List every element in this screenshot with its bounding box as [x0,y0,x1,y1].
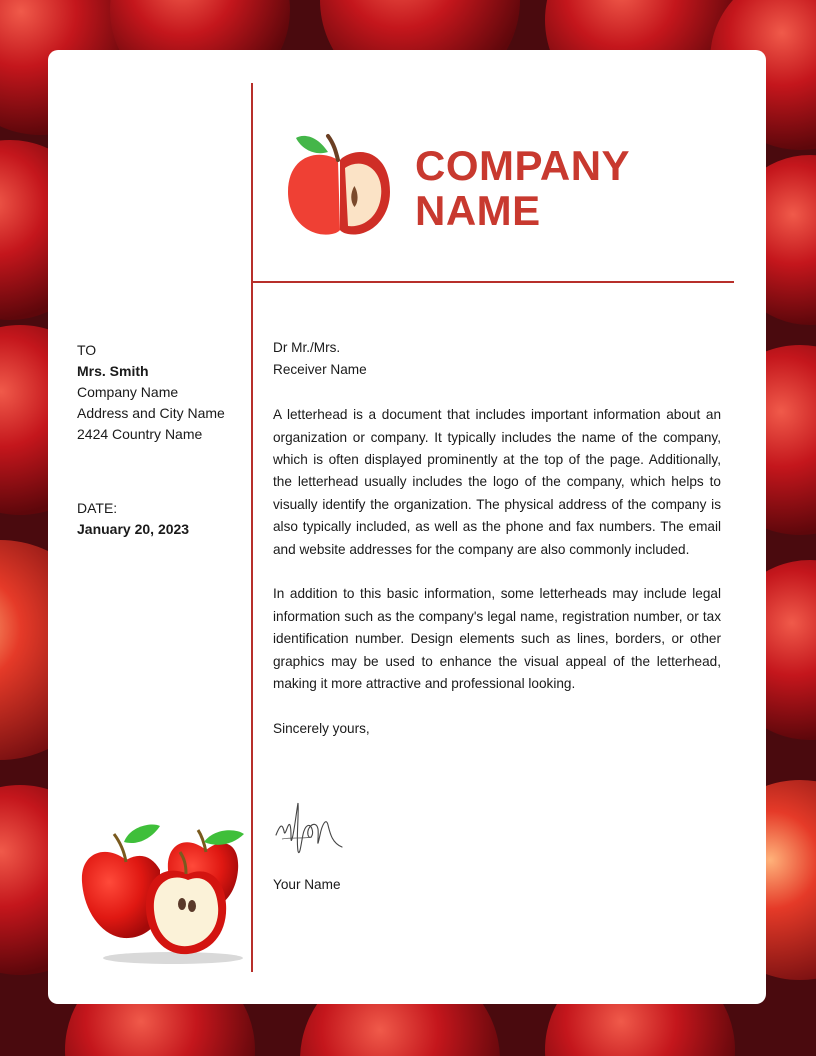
company-name-line1: COMPANY [415,142,631,189]
letterhead-page [48,50,766,1004]
recipient-country: 2424 Country Name [77,426,203,442]
recipient-address: Address and City Name [77,405,225,421]
date-block [77,498,247,540]
signer-name: Your Name [273,877,341,892]
date-label: DATE: [77,500,118,516]
paragraph-1: A letterhead is a document that includes important information about an organization or company. It typically includes the name of the company, which is often displayed prominently at the top of the page. Additionally, the letterhead usually includes the logo of the company, which helps to visually identify the organization. The physical address of the company is also typically included, as well as the phone and fax numbers. The email and website addresses for the company are also commonly included. [273,407,721,557]
apple-logo-icon [288,130,392,240]
to-label: TO [77,342,97,358]
header-divider [251,281,734,283]
recipient-name: Mrs. Smith [77,363,149,379]
recipient-block [77,340,247,445]
salutation-line1: Dr Mr./Mrs. [273,340,341,355]
date-value: January 20, 2023 [77,521,190,537]
company-name [415,143,735,233]
letter-body [273,337,721,740]
closing: Sincerely yours, [273,720,370,736]
salutation-line2: Receiver Name [273,362,367,378]
recipient-company: Company Name [77,384,179,400]
signature-icon [272,795,348,867]
apples-illustration-icon [78,820,258,968]
paragraph-2: In addition to this basic information, some letterheads may include legal information such as the company's legal name, registration number, or tax identification number. Design elements such as lines, borders, or other graphics may be used to enhance the visual appeal of the letterhead, making it more attractive and professional looking. [273,586,721,692]
company-name-line2: NAME [415,187,541,234]
